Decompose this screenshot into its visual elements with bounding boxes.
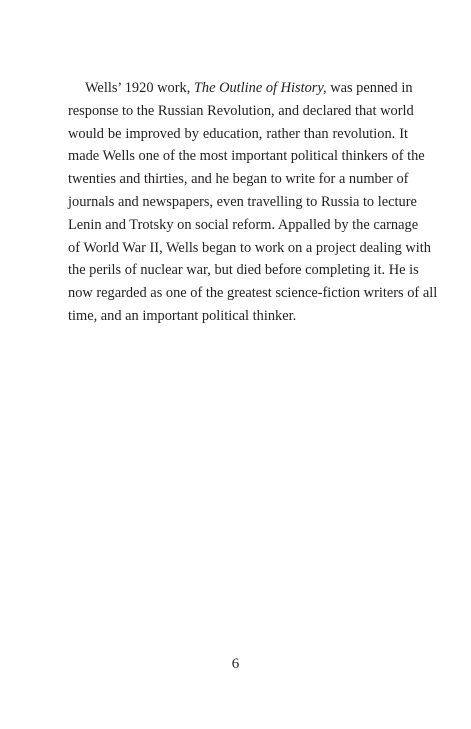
- body-paragraph: [68, 77, 438, 328]
- paragraph-line-3: would be improved by education, rather than revolution. It: [68, 125, 408, 142]
- paragraph-line-11: time, and an important political thinker.: [68, 307, 297, 324]
- book-title-italic: The Outline of History,: [193, 80, 327, 96]
- paragraph-line-2: response to the Russian Revolution, and declared that world: [68, 102, 414, 119]
- paragraph-line-9: the perils of nuclear war, but died before completing it. He is: [68, 262, 419, 279]
- paragraph-line-10: now regarded as one of the greatest science-fiction writers of all: [68, 285, 438, 302]
- paragraph-line-1: [68, 77, 413, 100]
- paragraph-line-6: journals and newspapers, even travelling to Russia to lecture: [68, 193, 417, 210]
- paragraph-line-4: made Wells one of the most important political thinkers of the: [68, 148, 425, 165]
- paragraph-line-7: Lenin and Trotsky on social reform. Appalled by the carnage: [68, 216, 419, 233]
- line-1-text-start: Wells’ 1920 work,: [85, 80, 194, 96]
- line-1-text-end: was penned in: [326, 80, 413, 96]
- paragraph-line-5: twenties and thirties, and he began to write for a number of: [68, 171, 409, 188]
- page-number: 6: [231, 656, 240, 672]
- paragraph-line-8: of World War II, Wells began to work on a project dealing with: [68, 239, 431, 256]
